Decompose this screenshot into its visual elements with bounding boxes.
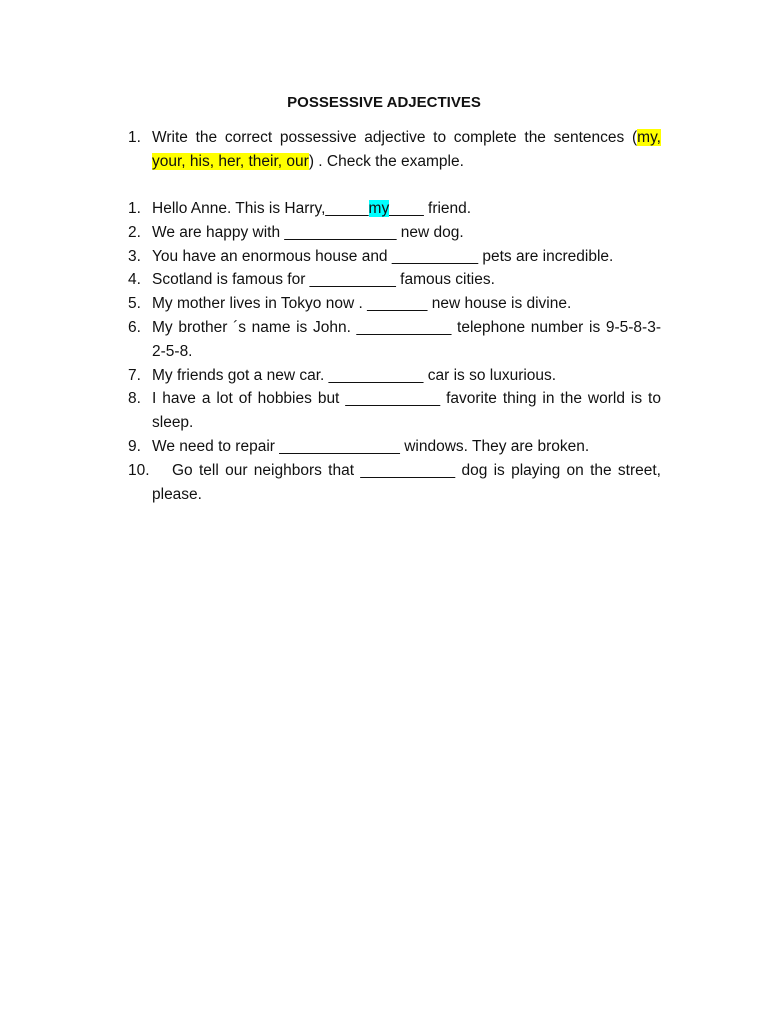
instruction-paren-open: (: [632, 129, 638, 146]
item-text: I have a lot of hobbies but ___________ favorite thing in the world is to sleep.: [152, 390, 661, 432]
item-number: 7.: [128, 366, 141, 384]
list-item: [128, 221, 661, 245]
item-text: [152, 197, 661, 221]
list-item: [128, 197, 661, 221]
instruction-text-before: Write the correct possessive adjective to complete the sentences: [152, 129, 632, 146]
item-text: My brother ´s name is John. ___________ telephone number is 9-5-8-3-2-5-8.: [152, 318, 661, 360]
item-number: 4.: [128, 271, 141, 289]
item-number: 10.: [128, 461, 150, 479]
item-text: [152, 459, 661, 507]
list-item: [128, 435, 661, 459]
list-item: [128, 292, 661, 316]
item-number: 9.: [128, 437, 141, 455]
instruction: [128, 126, 661, 174]
item-text: My friends got a new car. ___________ car is so luxurious.: [152, 366, 557, 384]
item-number: 8.: [128, 390, 141, 408]
item-number: 1.: [128, 200, 141, 217]
item-number: 3.: [128, 247, 141, 265]
item-number: 2.: [128, 223, 141, 241]
item-number: 5.: [128, 295, 141, 313]
instruction-paren-close: ): [308, 153, 314, 170]
list-item: [128, 387, 661, 435]
item-text-content: Go tell our neighbors that ___________ dog is playing on the street, please.: [152, 461, 661, 503]
item-text: We are happy with _____________ new dog.: [152, 223, 464, 241]
page-title: POSSESSIVE ADJECTIVES: [287, 94, 481, 111]
list-item: [128, 268, 661, 292]
instruction-text-after: . Check the example.: [313, 153, 464, 170]
instruction-number: 1.: [128, 129, 141, 146]
list-item: [128, 245, 661, 269]
example-answer-highlight: my: [368, 200, 390, 217]
example-before: Hello Anne. This is Harry,_____: [152, 200, 369, 217]
item-text: You have an enormous house and __________ pets are incredible.: [152, 247, 614, 265]
item-text: We need to repair ______________ windows. They are broken.: [152, 437, 590, 455]
instruction-text: [152, 126, 661, 174]
item-text: Scotland is famous for __________ famous cities.: [152, 271, 495, 289]
list-item: [128, 459, 661, 507]
list-item: [128, 316, 661, 364]
item-text: My mother lives in Tokyo now . _______ new house is divine.: [152, 295, 572, 313]
example-after: ____ friend.: [389, 200, 472, 217]
adjective-options-highlight: my, your, his, her, their, our: [152, 129, 661, 170]
item-number: 6.: [128, 318, 141, 336]
list-item: [128, 364, 661, 388]
exercise-list: [128, 197, 661, 506]
